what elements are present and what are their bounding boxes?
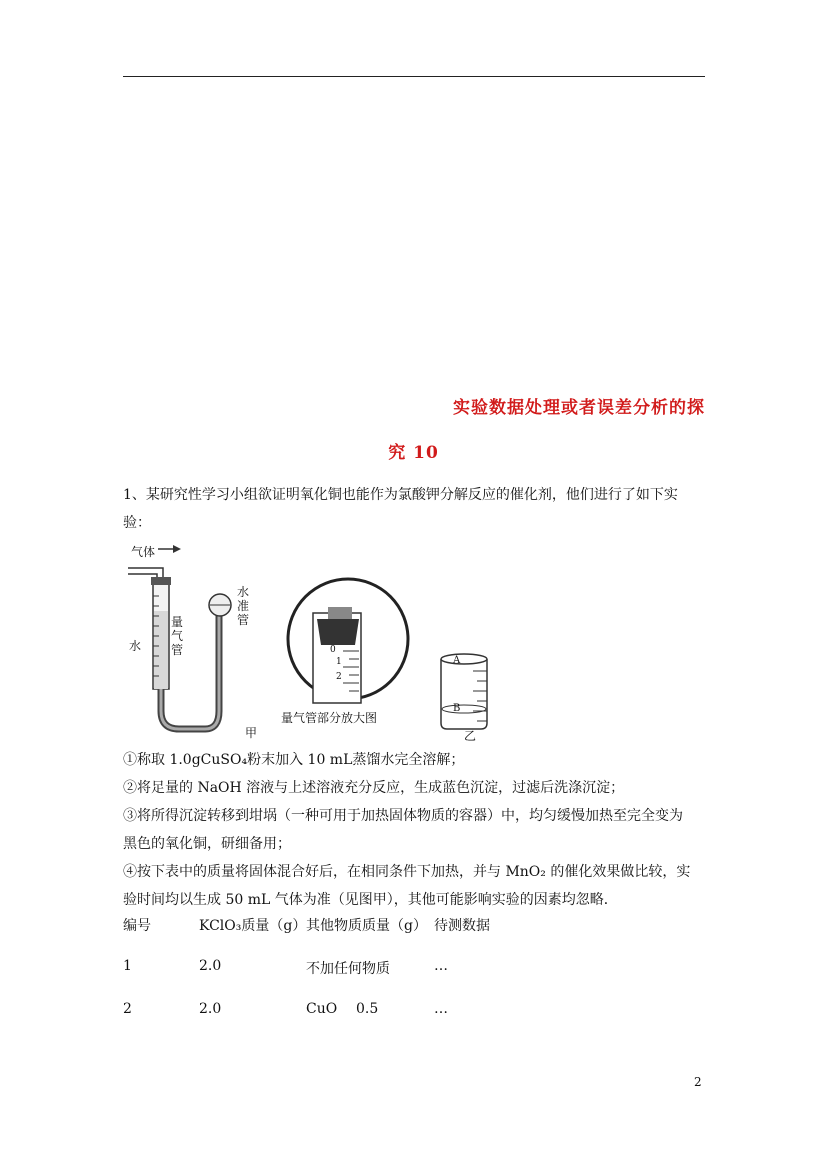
cell-kclo3: 2.0 — [199, 1001, 222, 1017]
label-level-tube: 水准管 — [237, 585, 250, 627]
cell-measured: … — [434, 958, 448, 974]
intro-line-1: 1、某研究性学习小组欲证明氧化铜也能作为氯酸钾分解反应的催化剂，他们进行了如下实 — [123, 487, 678, 503]
cell-measured: … — [434, 1001, 448, 1017]
cell-other: CuO — [306, 1001, 338, 1017]
page-number: 2 — [694, 1075, 702, 1089]
step-3-line-2: 黑色的氧化铜，研细备用； — [123, 836, 291, 852]
cell-number: 2 — [123, 1001, 132, 1017]
label-water: 水 — [129, 639, 142, 653]
table-row — [123, 958, 705, 978]
experiment-steps — [123, 746, 705, 914]
header-kclo3: KClO₃质量（g） — [199, 918, 307, 934]
step-3-line-1: ③将所得沉淀转移到坩埚（一种可用于加热固体物质的容器）中，均匀缓慢加热至完全变为 — [123, 808, 683, 824]
label-gas-tube: 量气管 — [171, 615, 184, 657]
table-header — [123, 915, 705, 935]
header-measured: 待测数据 — [434, 918, 490, 934]
label-b: B — [453, 703, 461, 714]
cell-kclo3: 2.0 — [199, 958, 222, 974]
label-jia: 甲 — [245, 726, 258, 740]
title-line-1: 实验数据处理或者误差分析的探 — [453, 398, 705, 418]
step-1: ①称取 1.0gCuSO₄粉末加入 10 mL蒸馏水完全溶解； — [123, 752, 465, 768]
label-gas: 气体 — [131, 545, 156, 559]
cell-number: 1 — [123, 958, 132, 974]
label-zoom: 量气管部分放大图 — [281, 711, 378, 725]
scale-1: 1 — [336, 657, 342, 667]
step-4-line-1: ④按下表中的质量将固体混合好后，在相同条件下加热，并与 MnO₂ 的催化效果做比较，实 — [123, 864, 691, 880]
step-2: ②将足量的 NaOH 溶液与上述溶液充分反应，生成蓝色沉淀，过滤后洗涤沉淀； — [123, 780, 625, 796]
apparatus-figure — [123, 541, 513, 741]
title-line-2: 究 10 — [388, 443, 439, 463]
step-4-line-2: 验时间均以生成 50 mL 气体为准（见图甲），其他可能影响实验的因素均忽略． — [123, 892, 618, 908]
header-number: 编号 — [123, 918, 151, 934]
question-intro — [123, 481, 705, 537]
label-yi: 乙 — [464, 729, 477, 743]
table-row — [123, 1001, 705, 1021]
scale-0: 0 — [330, 645, 336, 655]
cell-other: 不加任何物质 — [306, 961, 390, 977]
header-rule — [123, 76, 705, 77]
cell-other-mass: 0.5 — [356, 1001, 379, 1017]
header-other: 其他物质质量（g） — [306, 918, 427, 934]
scale-2: 2 — [336, 672, 342, 682]
intro-line-2: 验： — [123, 515, 151, 531]
label-a: A — [453, 655, 461, 666]
